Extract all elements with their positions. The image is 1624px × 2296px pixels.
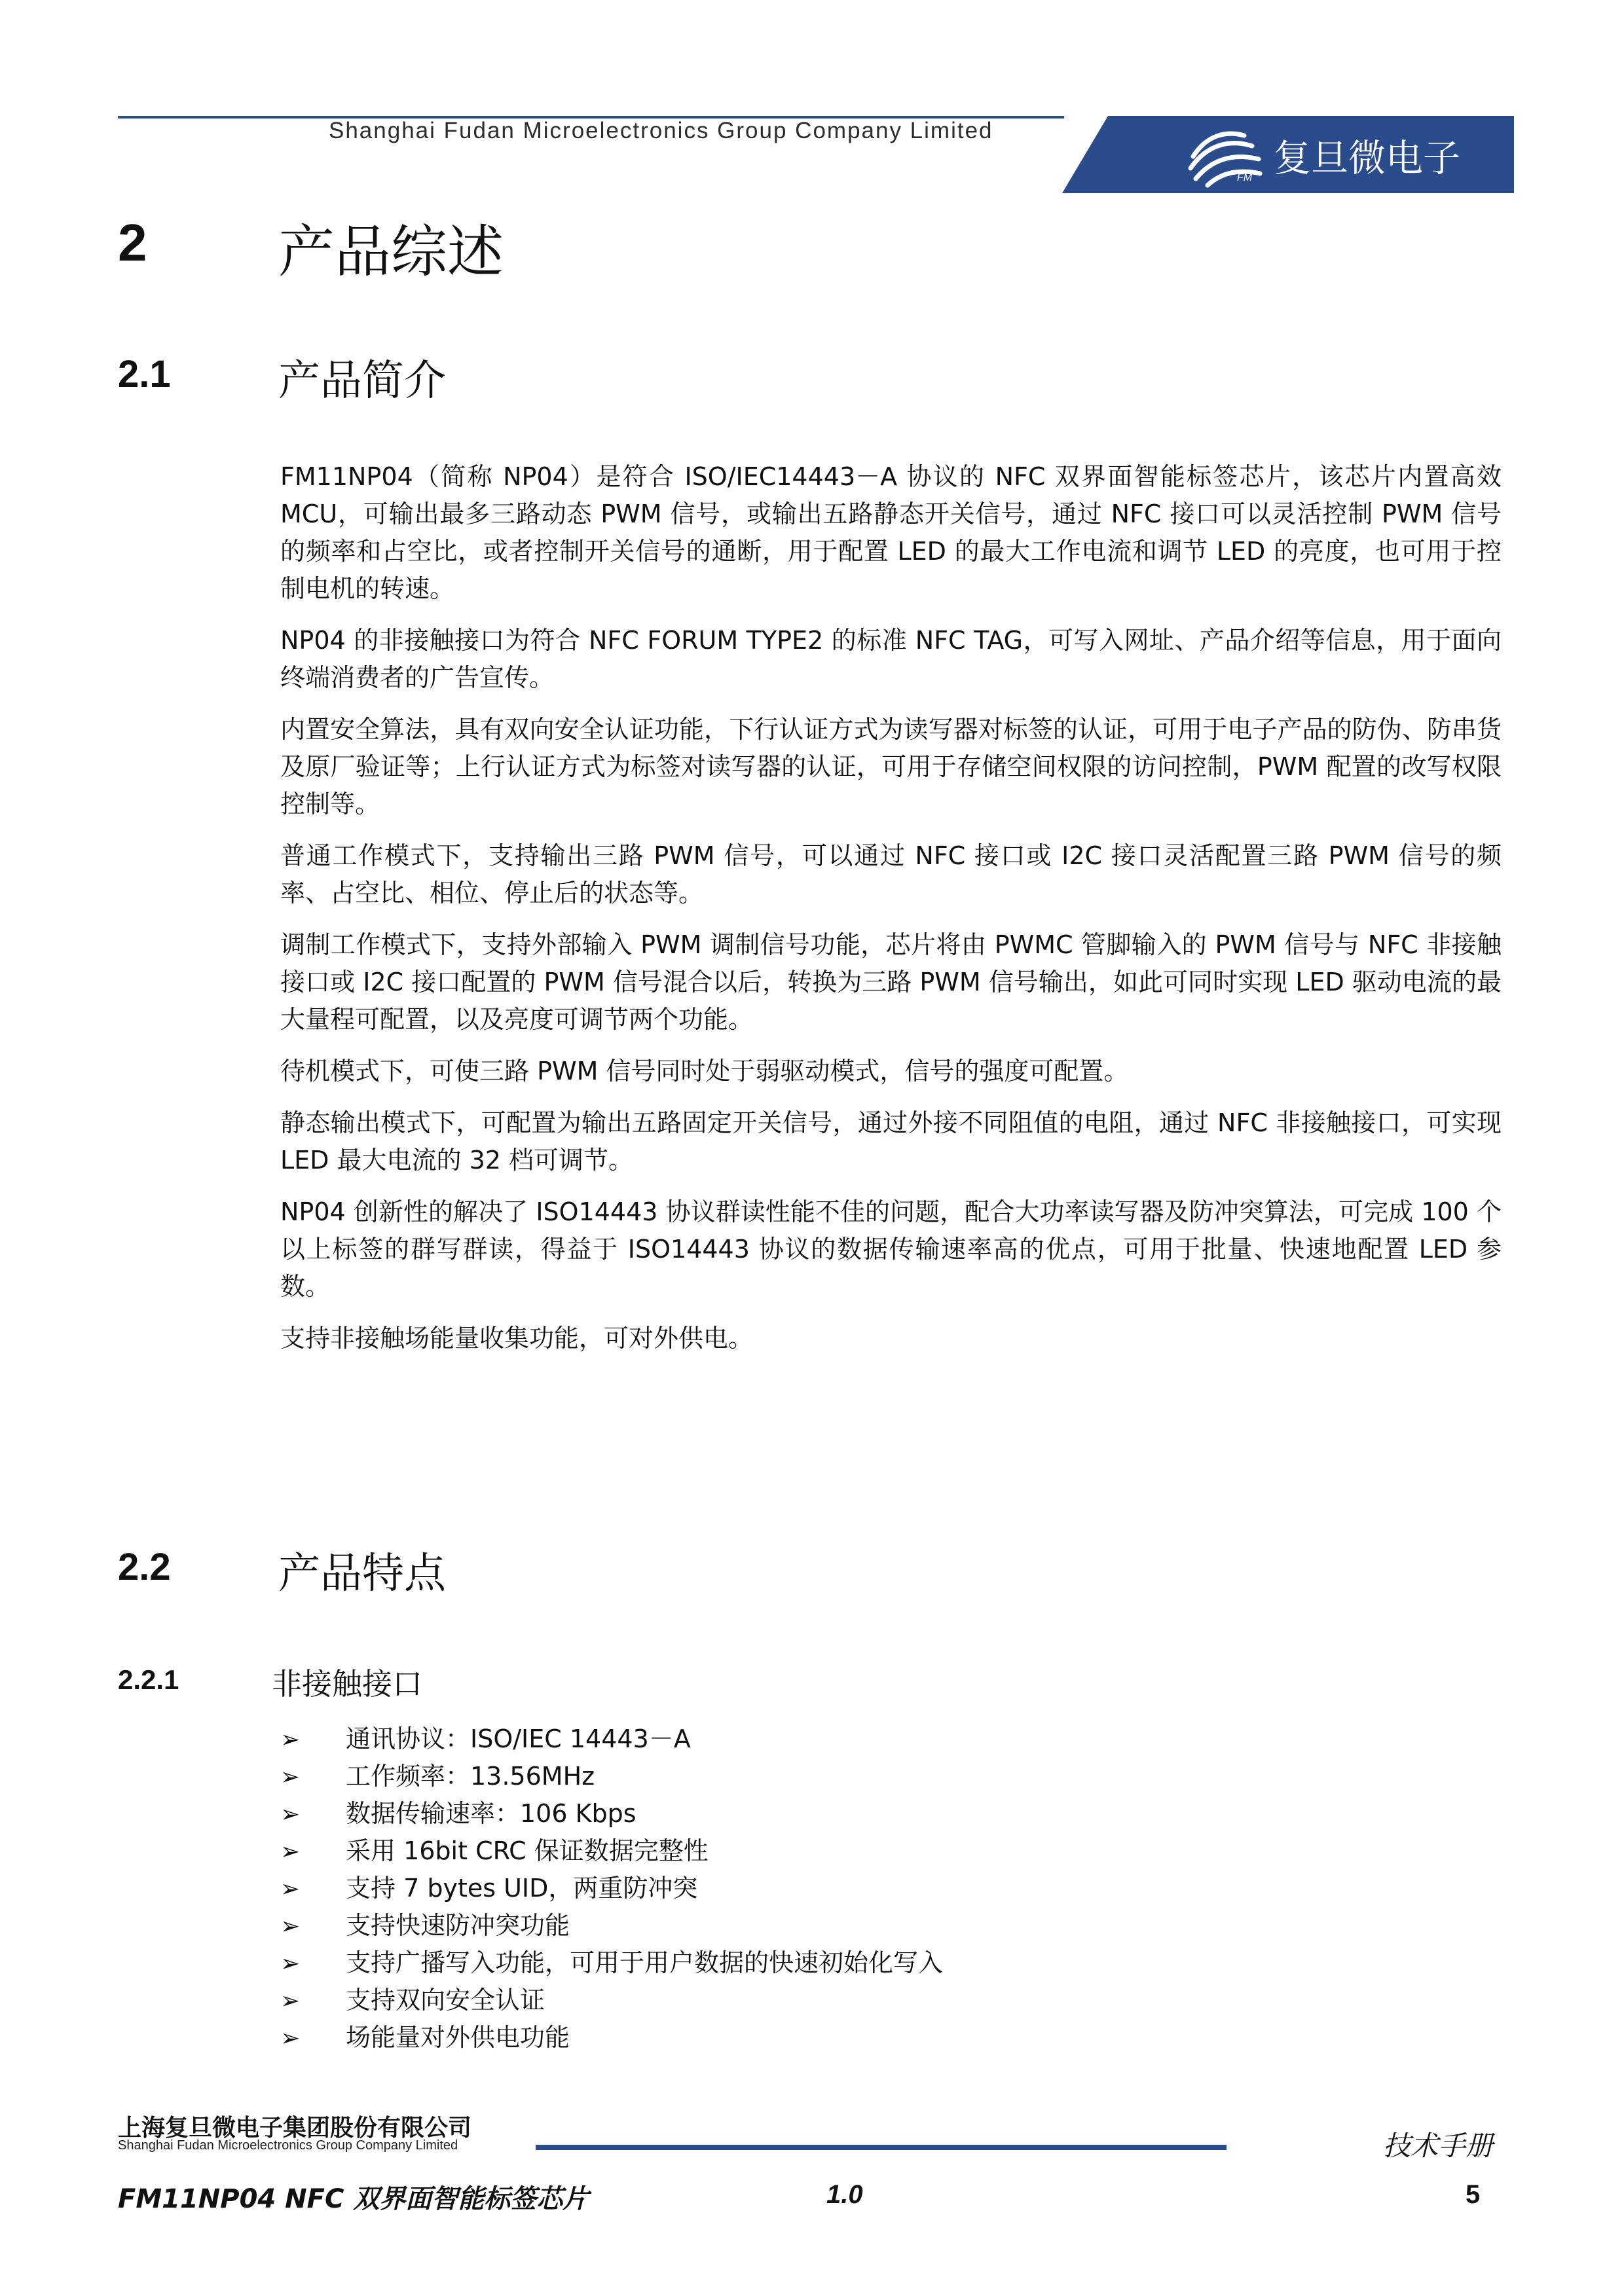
logo-mark: FM bbox=[1237, 172, 1253, 183]
logo-text: 复旦微电子 bbox=[1274, 137, 1460, 180]
footer-company-en: Shanghai Fudan Microelectronics Group Company Limited bbox=[118, 2138, 458, 2153]
subsubsection-number: 2.2.1 bbox=[118, 1664, 179, 1695]
arrow-bullet-icon: ➢ bbox=[280, 1764, 301, 1791]
paragraph: NP04 创新性的解决了 ISO14443 协议群读性能不佳的问题，配合大功率读写器及防冲突算法，可完成 100 个以上标签的群写群读，得益于 ISO14443 协议的数据传输速率高的优点，可用于批量、快速地配置 LED 参数。 bbox=[280, 1197, 1502, 1301]
page-number: 5 bbox=[1466, 2180, 1481, 2209]
paragraph: 静态输出模式下，可配置为输出五路固定开关信号，通过外接不同阻值的电阻，通过 NFC 非接触接口，可实现 LED 最大电流的 32 档可调节。 bbox=[280, 1108, 1502, 1175]
feature-list bbox=[280, 1721, 1328, 2056]
footer-company-cn: 上海复旦微电子集团股份有限公司 bbox=[118, 2115, 472, 2141]
arrow-bullet-icon: ➢ bbox=[280, 1801, 301, 1828]
list-item: ➢ 支持 7 bytes UID，两重防冲突 bbox=[280, 1870, 1328, 1907]
subsubsection-title: 非接触接口 bbox=[272, 1666, 422, 1702]
arrow-bullet-icon: ➢ bbox=[280, 1988, 301, 2014]
list-item: ➢ 采用 16bit CRC 保证数据完整性 bbox=[280, 1832, 1328, 1870]
paragraph: 调制工作模式下，支持外部输入 PWM 调制信号功能，芯片将由 PWMC 管脚输入的 PWM 信号与 NFC 非接触接口或 I2C 接口配置的 PWM 信号混合以后，转换为三路 PWM 信号输出，如此可同时实现 LED 驱动电流的最大量程可配置，以及亮度可调节两个功能。 bbox=[280, 930, 1502, 1034]
subsection-number: 2.2 bbox=[118, 1546, 171, 1588]
paragraph: 普通工作模式下，支持输出三路 PWM 信号，可以通过 NFC 接口或 I2C 接口灵活配置三路 PWM 信号的频率、占空比、相位、停止后的状态等。 bbox=[280, 841, 1502, 907]
paragraph: FM11NP04（简称 NP04）是符合 ISO/IEC14443－A 协议的 NFC 双界面智能标签芯片，该芯片内置高效 MCU，可输出最多三路动态 PWM 信号，或输出五路静态开关信号，通过 NFC 接口可以灵活控制 PWM 信号的频率和占空比，或者控制开关信号的通断，用于配置 LED 的最大工作电流和调节 LED 的亮度，也可用于控制电机的转速。 bbox=[280, 462, 1502, 603]
footer-rule bbox=[536, 2145, 1227, 2150]
list-item: ➢ 支持广播写入功能，可用于用户数据的快速初始化写入 bbox=[280, 1944, 1328, 1982]
list-item: ➢ 支持快速防冲突功能 bbox=[280, 1907, 1328, 1944]
paragraph: 支持非接触场能量收集功能，可对外供电。 bbox=[280, 1324, 754, 1353]
footer-product-name: FM11NP04 NFC 双界面智能标签芯片 bbox=[118, 2184, 589, 2214]
footer-doc-type: 技术手册 bbox=[1383, 2130, 1494, 2162]
intro-body bbox=[280, 458, 1502, 1357]
footer-version: 1.0 bbox=[826, 2180, 863, 2209]
paragraph: 待机模式下，可使三路 PWM 信号同时处于弱驱动模式，信号的强度可配置。 bbox=[280, 1057, 1129, 1085]
list-item: ➢ 数据传输速率：106 Kbps bbox=[280, 1795, 1328, 1832]
arrow-bullet-icon: ➢ bbox=[280, 1913, 301, 1940]
arrow-bullet-icon: ➢ bbox=[280, 2025, 301, 2052]
arrow-bullet-icon: ➢ bbox=[280, 1726, 301, 1753]
list-item: ➢ 支持双向安全认证 bbox=[280, 1982, 1328, 2019]
list-item: ➢ 通讯协议：ISO/IEC 14443－A bbox=[280, 1721, 1328, 1758]
subsection-number: 2.1 bbox=[118, 353, 171, 395]
paragraph: 内置安全算法，具有双向安全认证功能，下行认证方式为读写器对标签的认证，可用于电子产品的防伪、防串货及原厂验证等；上行认证方式为标签对读写器的认证，可用于存储空间权限的访问控制，PWM 配置的改写权限控制等。 bbox=[280, 715, 1502, 818]
list-item: ➢ 工作频率：13.56MHz bbox=[280, 1758, 1328, 1795]
arrow-bullet-icon: ➢ bbox=[280, 1876, 301, 1903]
section-number: 2 bbox=[118, 213, 147, 272]
header-company-name: Shanghai Fudan Microelectronics Group Company Limited bbox=[329, 118, 993, 143]
section-title: 产品综述 bbox=[278, 219, 504, 285]
arrow-bullet-icon: ➢ bbox=[280, 1950, 301, 1977]
arrow-bullet-icon: ➢ bbox=[280, 1838, 301, 1865]
subsection-title: 产品特点 bbox=[278, 1550, 446, 1598]
list-item: ➢ 场能量对外供电功能 bbox=[280, 2019, 1328, 2056]
subsection-title: 产品简介 bbox=[278, 357, 446, 405]
paragraph: NP04 的非接触接口为符合 NFC FORUM TYPE2 的标准 NFC TAG，可写入网址、产品介绍等信息，用于面向终端消费者的广告宣传。 bbox=[280, 626, 1502, 692]
